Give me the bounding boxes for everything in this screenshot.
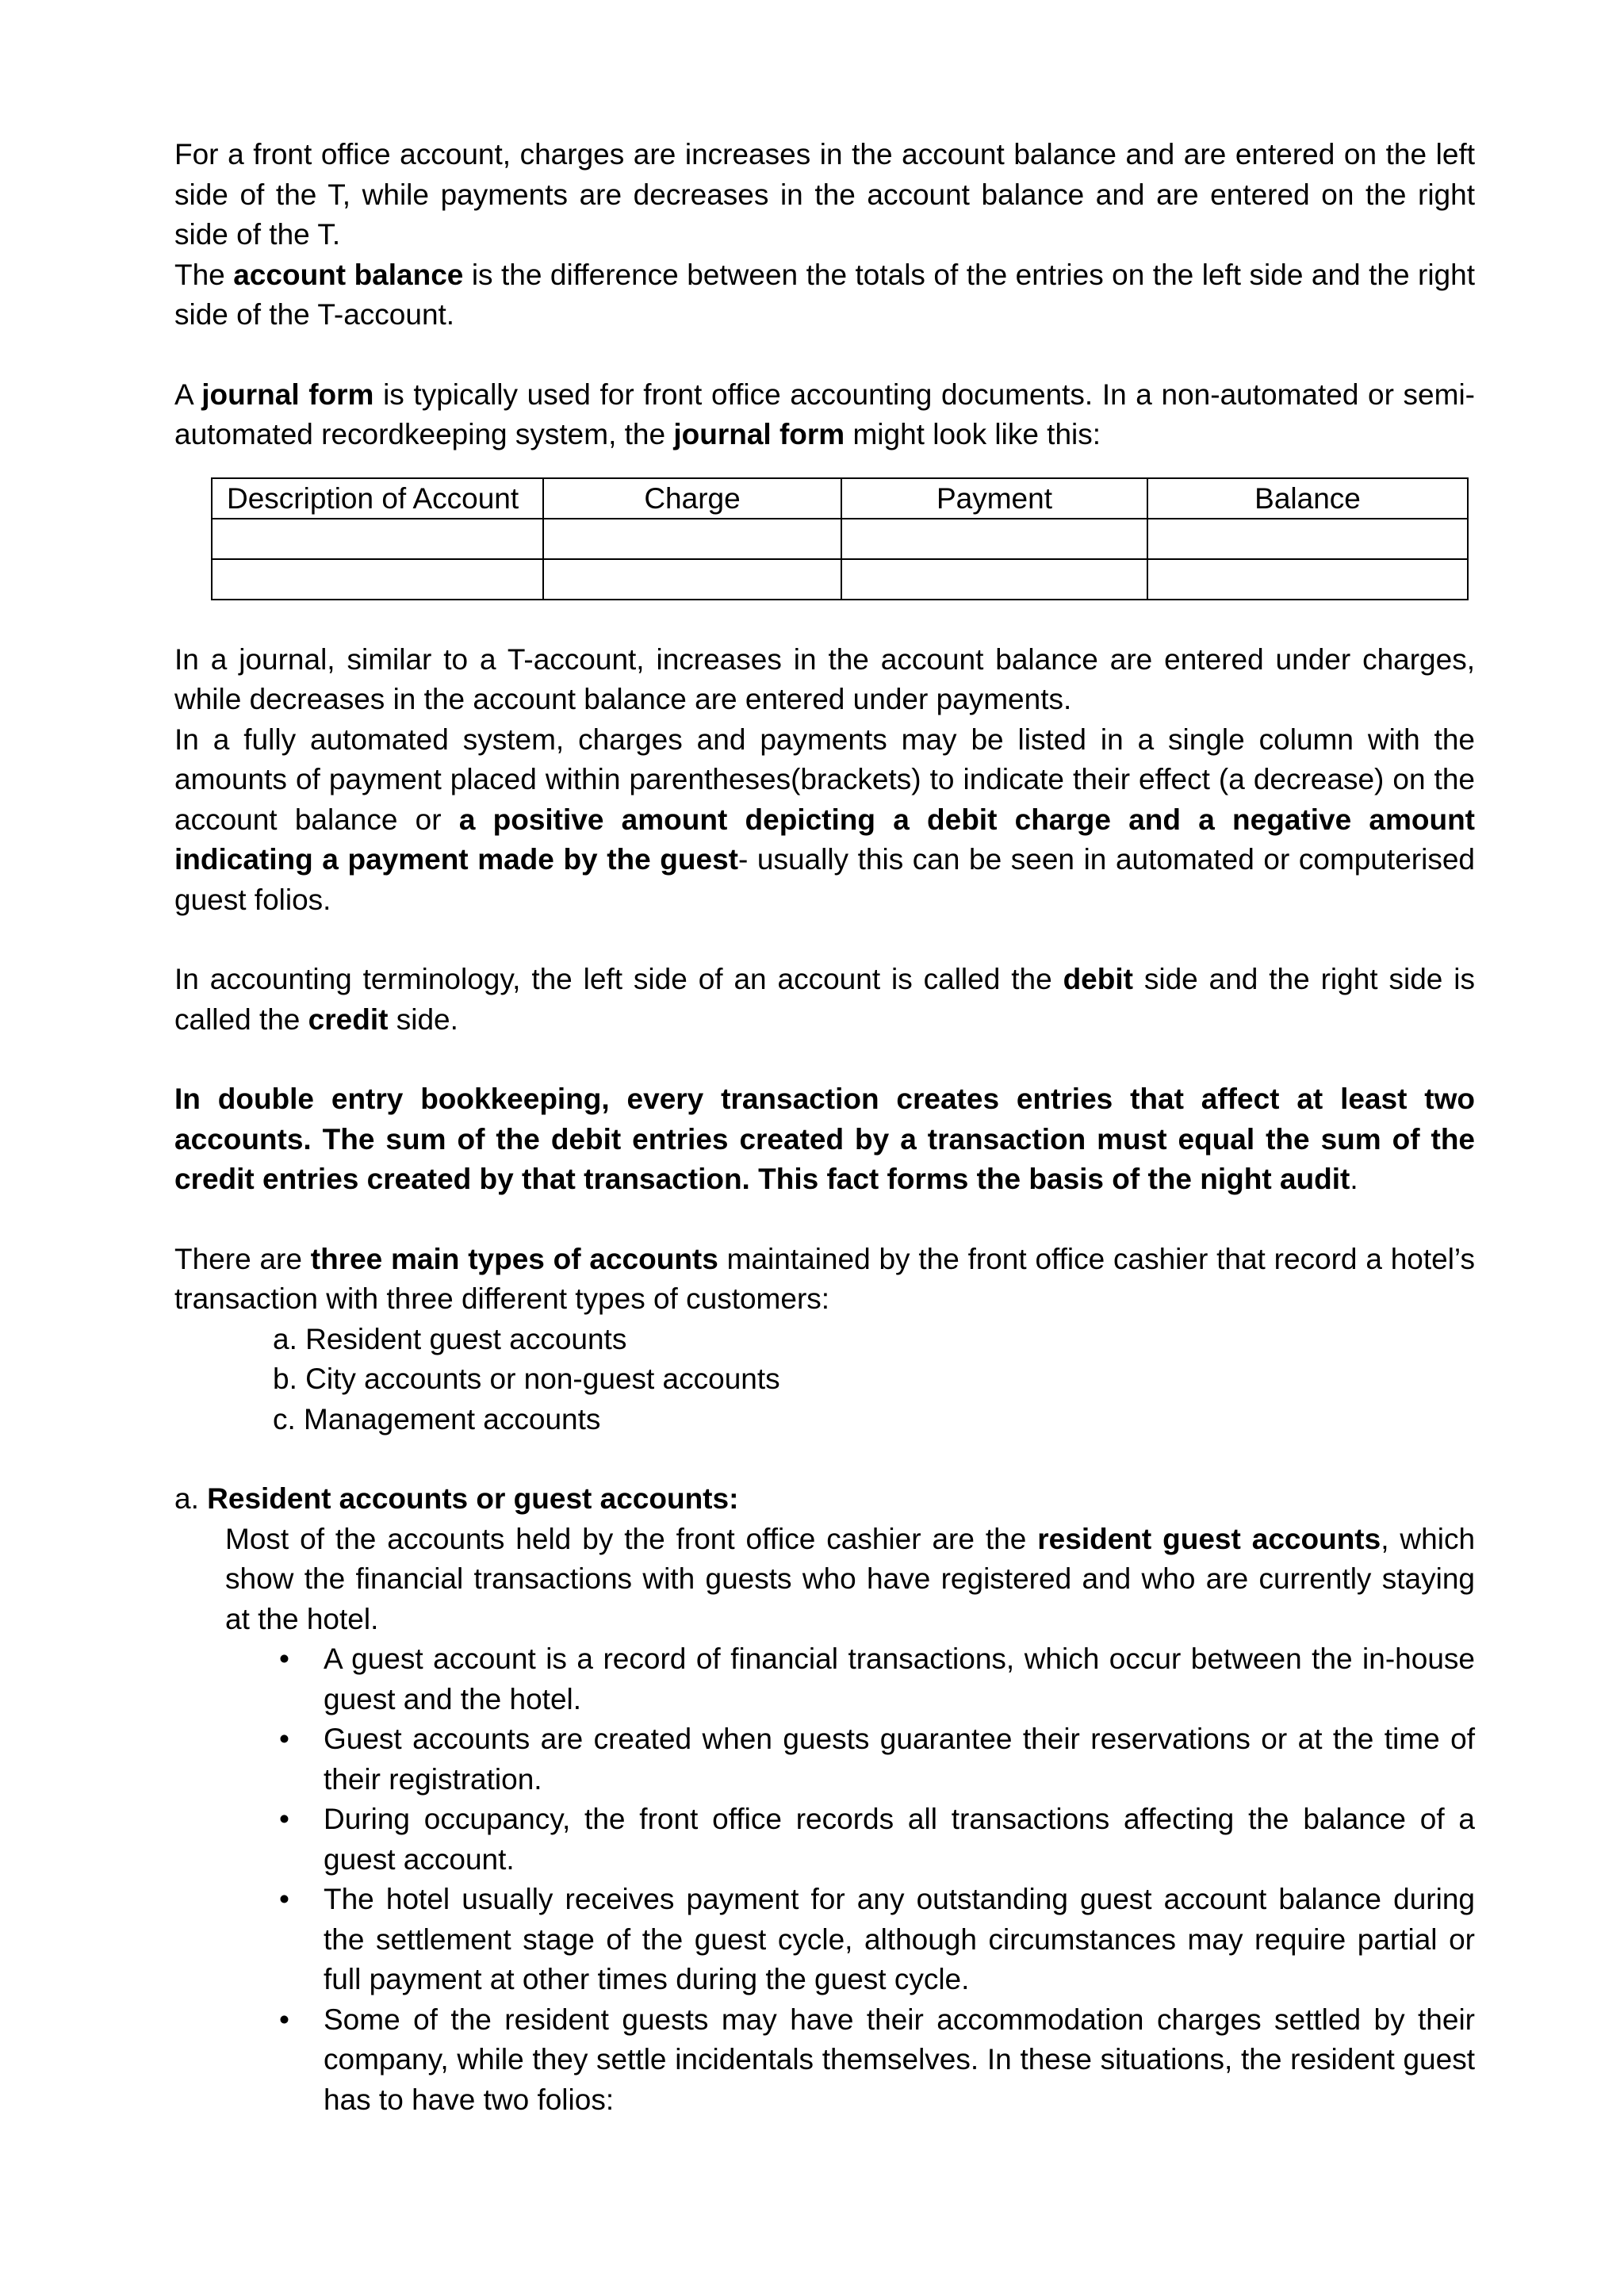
section-heading-resident-accounts: a. Resident accounts or guest accounts: bbox=[174, 1482, 739, 1515]
list-item: • Guest accounts are created when guests guarantee their reservations or at the time of their registration. bbox=[324, 1719, 1475, 1800]
bullet-icon: • bbox=[279, 1803, 289, 1835]
table-cell bbox=[1147, 519, 1468, 559]
table-cell bbox=[543, 519, 841, 559]
journal-empty-row bbox=[212, 559, 1468, 600]
table-cell bbox=[212, 519, 543, 559]
paragraph-debit-credit: In accounting terminology, the left side of an account is called the debit side and the right side is called the credit side. bbox=[174, 963, 1475, 1036]
table-cell bbox=[212, 559, 543, 600]
document-page bbox=[174, 135, 1475, 2120]
journal-header-row bbox=[212, 478, 1468, 519]
resident-accounts-bullet-list bbox=[225, 1639, 1475, 2120]
list-item: • Some of the resident guests may have their accommodation charges settled by their company, while they settle incidentals themselves. In these situations, the resident guest has to have two folios: bbox=[324, 2000, 1475, 2121]
list-item: • A guest account is a record of financial transactions, which occur between the in-house guest and the hotel. bbox=[324, 1639, 1475, 1719]
paragraph-resident-intro: Most of the accounts held by the front office cashier are the resident guest accounts, which show the financial transactions with guests who have registered and who are currently staying at the hotel. bbox=[225, 1522, 1476, 1635]
journal-form-table bbox=[211, 477, 1469, 600]
paragraph-three-account-types: There are three main types of accounts maintained by the front office cashier that record a hotel’s transaction with three different types of customers: bbox=[174, 1242, 1475, 1315]
list-item: b. City accounts or non-guest accounts bbox=[273, 1363, 780, 1395]
list-item: a. Resident guest accounts bbox=[273, 1322, 627, 1355]
paragraph-journal-form: A journal form is typically used for front office accounting documents. In a non-automated or semi- automated recordkeeping system, the journal form might look like this: bbox=[174, 378, 1475, 450]
bullet-icon: • bbox=[279, 1723, 289, 1755]
journal-empty-row bbox=[212, 519, 1468, 559]
section-resident-accounts-body bbox=[174, 1520, 1475, 2121]
bullet-icon: • bbox=[279, 1642, 289, 1675]
account-types-list bbox=[174, 1320, 1475, 1440]
paragraph-t-account-sides: For a front office account, charges are increases in the account balance and are entered on the left side of the T, while payments are decreases in the account balance and are entered on the right side of the T. bbox=[174, 138, 1475, 251]
list-item: • The hotel usually receives payment for any outstanding guest account balance during the settlement stage of the guest cycle, although circumstances may require partial or full payment at other times during the guest cycle. bbox=[324, 1880, 1475, 2000]
table-cell bbox=[841, 559, 1147, 600]
table-cell bbox=[1147, 559, 1468, 600]
header-description-of-account: Description of Account bbox=[212, 478, 543, 519]
table-cell bbox=[543, 559, 841, 600]
paragraph-double-entry: In double entry bookkeeping, every transaction creates entries that affect at least two accounts. The sum of the debit entries created by a transaction must equal the sum of the credit entries created by that transaction. This fact forms the basis of the night audit. bbox=[174, 1083, 1475, 1195]
header-payment: Payment bbox=[841, 478, 1147, 519]
list-item: • During occupancy, the front office records all transactions affecting the balance of a guest account. bbox=[324, 1800, 1475, 1880]
paragraph-automated-system: In a fully automated system, charges and payments may be listed in a single column with the amounts of payment placed within parentheses(brackets) to indicate their effect (a decrease) on the account balance or a positive amount depicting a debit charge and a negative amount indicating a payment made by the guest- usually this can be seen in automated or computerised guest folios. bbox=[174, 723, 1475, 916]
list-item: c. Management accounts bbox=[273, 1402, 601, 1435]
header-charge: Charge bbox=[543, 478, 841, 519]
bullet-icon: • bbox=[279, 1883, 289, 1915]
paragraph-account-balance: The account balance is the difference between the totals of the entries on the left side and the right side of the T-account. bbox=[174, 258, 1475, 331]
bullet-icon: • bbox=[279, 2003, 289, 2036]
table-cell bbox=[841, 519, 1147, 559]
header-balance: Balance bbox=[1147, 478, 1468, 519]
paragraph-journal-entries: In a journal, similar to a T-account, increases in the account balance are entered under charges, while decreases in the account balance are entered under payments. bbox=[174, 642, 1475, 715]
